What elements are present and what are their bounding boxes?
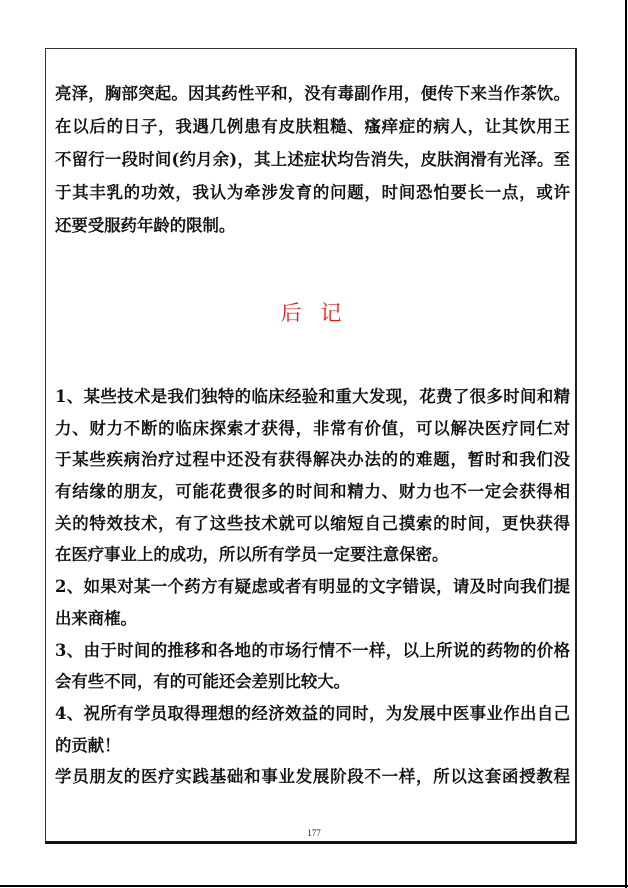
text-line: 不留行一段时间(约月余)，其上述症状均告消失，皮肤润滑有光泽。至: [55, 150, 570, 169]
text-line: 2、如果对某一个药方有疑虑或者有明显的文字错误，请及时向我们提: [55, 577, 570, 596]
text-line: 关的特效技术，有了这些技术就可以缩短自己摸索的时间，更快获得: [55, 514, 570, 533]
text-line: 出来商榷。: [55, 609, 137, 628]
text-line: 力、财力不断的临床探索才获得，非常有价值，可以解决医疗同仁对: [55, 419, 570, 438]
text-line: 还要受服药年龄的限制。: [55, 216, 236, 235]
text-line: 1、某些技术是我们独特的临床经验和重大发现，花费了很多时间和精: [55, 387, 570, 406]
text-line: 在医疗事业上的成功，所以所有学员一定要注意保密。: [55, 545, 449, 564]
text-line: 的贡献！: [55, 736, 121, 755]
text-line: 会有些不同，有的可能还会差别比较大。: [55, 672, 351, 691]
section-title: 后 记: [280, 301, 348, 325]
page-edge-bottom: [0, 885, 628, 887]
text-line: 学员朋友的医疗实践基础和事业发展阶段不一样，所以这套函授教程: [55, 767, 570, 786]
text-line: 在以后的日子，我遇几例患有皮肤粗糙、瘙痒症的病人，让其饮用王: [55, 117, 570, 136]
text-line: 4、祝所有学员取得理想的经济效益的同时，为发展中医事业作出自己: [55, 704, 570, 723]
text-line: 3、由于时间的推移和各地的市场行情不一样，以上所说的药物的价格: [55, 641, 570, 660]
page-edge-right: [625, 0, 627, 888]
text-line: 于某些疾病治疗过程中还没有获得解决办法的的难题，暂时和我们没: [55, 450, 570, 469]
text-line: 亮泽，胸部突起。因其药性平和，没有毒副作用，便传下来当作茶饮。: [55, 84, 570, 103]
text-line: 于其丰乳的功效，我认为牵涉发育的问题，时间恐怕要长一点，或许: [55, 183, 570, 202]
text-line: 有结缘的朋友，可能花费很多的时间和精力、财力也不一定会获得相: [55, 482, 570, 501]
page-number: 177: [307, 828, 321, 838]
